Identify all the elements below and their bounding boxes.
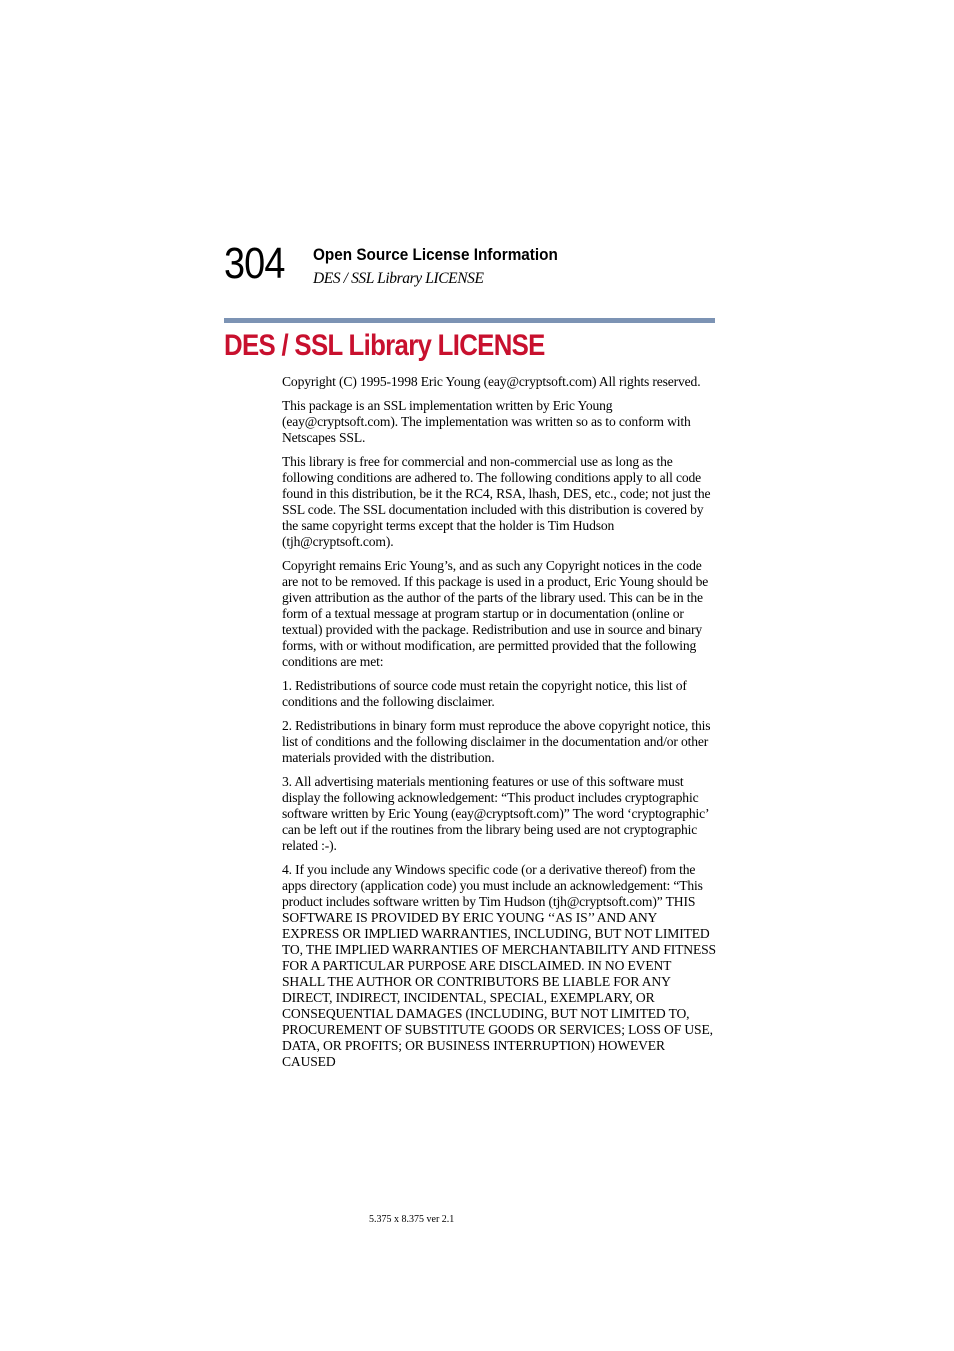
paragraph-usage-terms: This library is free for commercial and non-commercial use as long as the following conditions are adhered to. The following conditions apply to all code found in this distribution, be it the RC4, RSA, lhash, DES, etc., code; not just the SSL code. The SSL documentation included with this distribution is covered by the same copyright terms except that the holder is Tim Hudson (tjh@cryptsoft.com). [282, 454, 711, 549]
paragraph-condition-3: 3. All advertising materials mentioning features or use of this software must display the following acknowledgement: “This product includes cryptographic software written by Eric Young (eay@cryptsoft.com)” The word ‘cryptographic’ can be left out if the routines from the library being used are not cryptographic related :-). [282, 774, 709, 853]
license-body [282, 374, 716, 1078]
paragraph-condition-4: 4. If you include any Windows specific code (or a derivative thereof) from the apps directory (application code) you must include an acknowledgement: “This product includes software written by Tim Hudson (tjh@cryptsoft.com)” THIS SOFTWARE IS PROVIDED BY ERIC YOUNG ‘‘AS IS’’ AND ANY EXPRESS OR IMPLIED WARRANTIES, INCLUDING, BUT NOT LIMITED TO, THE IMPLIED WARRANTIES OF MERCHANTABILITY AND FITNESS FOR A PARTICULAR PURPOSE ARE DISCLAIMED. IN NO EVENT SHALL THE AUTHOR OR CONTRIBUTORS BE LIABLE FOR ANY DIRECT, INDIRECT, INCIDENTAL, SPECIAL, EXEMPLARY, OR CONSEQUENTIAL DAMAGES (INCLUDING, BUT NOT LIMITED TO, PROCUREMENT OF SUBSTITUTE GOODS OR SERVICES; LOSS OF USE, DATA, OR PROFITS; OR BUSINESS INTERRUPTION) HOWEVER CAUSED [282, 862, 716, 1069]
page-title: DES / SSL Library LICENSE [224, 329, 545, 362]
page-number: 304 [224, 239, 285, 288]
paragraph-condition-2: 2. Redistributions in binary form must reproduce the above copyright notice, this list of conditions and the following disclaimer in the documentation and/or other materials provided with the distribution. [282, 718, 711, 765]
running-header-section: DES / SSL Library LICENSE [313, 270, 484, 287]
page-footer: 5.375 x 8.375 ver 2.1 [369, 1214, 455, 1225]
section-rule [224, 318, 715, 323]
running-header-chapter: Open Source License Information [313, 245, 558, 264]
paragraph-copyright-notices: Copyright remains Eric Young’s, and as such any Copyright notices in the code are not to be removed. If this package is used in a product, Eric Young should be given attribution as the author of the parts of the library used. This can be in the form of a textual message at program startup or in documentation (online or textual) provided with the package. Redistribution and use in source and binary forms, with or without modification, are permitted provided that the following conditions are met: [282, 558, 709, 669]
paragraph-ssl-implementation: This package is an SSL implementation written by Eric Young (eay@cryptsoft.com). The implementation was written so as to conform with Netscapes SSL. [282, 398, 691, 445]
paragraph-copyright: Copyright (C) 1995-1998 Eric Young (eay@cryptsoft.com) All rights reserved. [282, 374, 701, 389]
paragraph-condition-1: 1. Redistributions of source code must retain the copyright notice, this list of conditions and the following disclaimer. [282, 678, 687, 709]
